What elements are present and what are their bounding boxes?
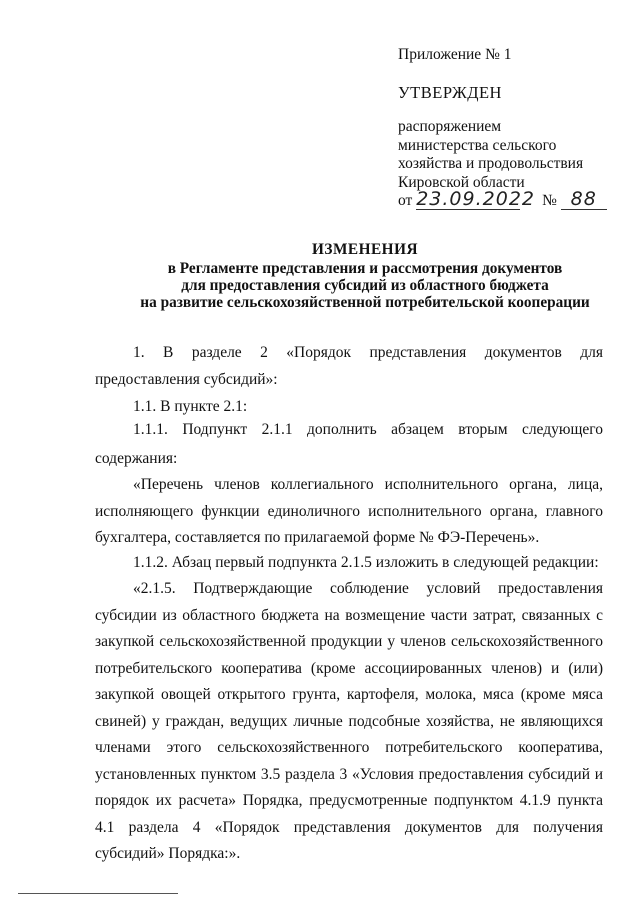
title-line: в Регламенте представления и рассмотрения документов: [167, 260, 563, 277]
paragraph-1-1: 1.1. В пункте 2.1:: [133, 398, 248, 415]
paragraph-1-1-1-cont: содержания:: [95, 450, 178, 467]
approved-label: УТВЕРЖДЕН: [398, 83, 502, 102]
appendix-label: Приложение № 1: [398, 46, 512, 63]
paragraph-1-1-1-line: 1.1.1. Подпункт 2.1.1 дополнить абзацем вторым следующего: [133, 421, 603, 438]
handwritten-number: 88: [561, 190, 607, 210]
number-prefix: №: [542, 192, 557, 209]
order-line: Кировской области: [398, 173, 525, 191]
order-date-line: [398, 190, 628, 211]
order-line: распоряжением: [398, 118, 502, 135]
order-line: хозяйства и продовольствия: [398, 155, 584, 172]
order-reference: [398, 118, 628, 211]
paragraph-1-1-2: 1.1.2. Абзац первый подпункта 2.1.5 изложить в следующей редакции:: [133, 554, 599, 571]
paragraph-quote-2-1-5: «2.1.5. Подтверждающие соблюдение условий предоставления субсидии из областного бюджета на возмещение части затрат, связанных с закупкой сельскохозяйственной продукции у членов сельскохозяйственного потребительского кооператива (кроме ассоциированных членов) и (или) закупкой овощей открытого грунта, картофеля, молока, мяса (кроме мяса свиней) у граждан, ведущих личные подсобные хозяйства, не являющихся членами этого сельскохозяйственного потребительского кооператива, установленных пунктом 3.5 раздела 3 «Условия предоставления субсидий и порядок их расчета» Порядка, предусмотренные подпунктом 4.1.9 пункта 4.1 раздела 4 «Порядок представления документов для получения субсидий» Порядка:».: [95, 580, 603, 862]
paragraph-quote-list: «Перечень членов коллегиального исполнительного органа, лица, исполняющего функции единоличного исполнительного органа, главного бухгалтера, составляется по прилагаемой форме № ФЭ-Перечень».: [95, 476, 603, 546]
title-line: на развитие сельскохозяйственной потребительской кооперации: [140, 294, 590, 311]
date-prefix: от: [398, 192, 413, 209]
footer-rule: [18, 893, 178, 894]
title-heading: ИЗМЕНЕНИЯ: [311, 241, 419, 258]
title-line: для предоставления субсидий из областного бюджета: [181, 277, 549, 294]
paragraph-1: 1. В разделе 2 «Порядок представления документов для предоставления субсидий»:: [95, 344, 603, 388]
order-line: министерства сельского: [398, 136, 557, 154]
handwritten-date: 23.09.2022: [416, 188, 535, 210]
